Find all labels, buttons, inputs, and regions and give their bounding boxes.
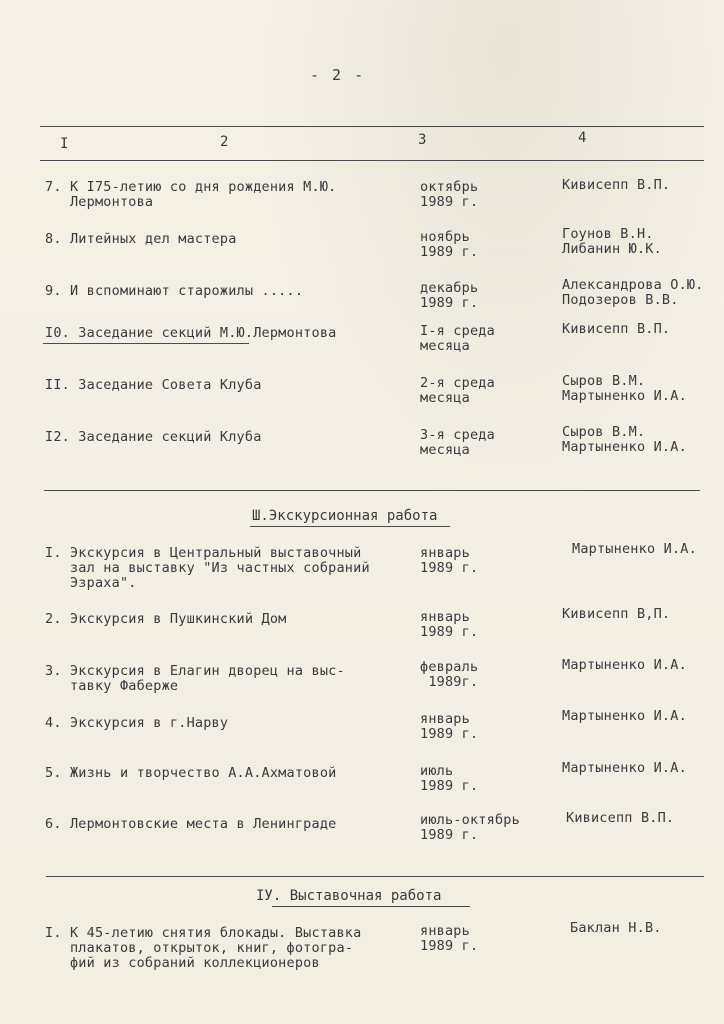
event-cell: 8. Литейных дел мастера (45, 231, 237, 247)
event-cell: I2. Заседание секций Клуба (45, 429, 262, 445)
section-title-underline (250, 526, 450, 527)
responsible-cell: Мартыненко И.А. (572, 541, 697, 557)
underline-mark (43, 343, 249, 344)
date-cell: октябрь 1989 г. (420, 179, 479, 210)
responsible-cell: Кивисепп В.П. (566, 810, 675, 826)
responsible-cell: Кивисепп В.П. (562, 177, 671, 193)
section-title-excursions: Ш.Экскурсионная работа (252, 508, 438, 524)
date-cell: январь 1989 г. (420, 923, 479, 954)
responsible-cell: Сыров В.М. Мартыненко И.А. (562, 373, 687, 404)
column-header-2: 2 (220, 134, 229, 150)
event-cell: I. Экскурсия в Центральный выставочный зал на выставку "Из частных собраний Эзраха". (45, 545, 370, 591)
event-cell: I0. Заседание секций М.Ю.Лермонтова (45, 325, 337, 341)
responsible-cell: Кивисепп В.П. (562, 321, 671, 337)
responsible-cell: Мартыненко И.А. (562, 657, 687, 673)
responsible-cell: Александрова О.Ю. Подозеров В.В. (562, 277, 704, 308)
event-cell: 9. И вспоминают старожилы ..... (45, 283, 304, 299)
event-cell: 6. Лермонтовские места в Ленинграде (45, 816, 337, 832)
date-cell: 3-я среда месяца (420, 427, 495, 458)
date-cell: I-я среда месяца (420, 323, 495, 354)
event-cell: 3. Экскурсия в Елагин дворец на выс- тавку Фаберже (45, 663, 345, 694)
section-divider (44, 490, 700, 491)
page-number: - 2 - (310, 66, 366, 84)
date-cell: июль 1989 г. (420, 763, 479, 794)
column-header-1: I (60, 136, 69, 152)
responsible-cell: Сыров В.М. Мартыненко И.А. (562, 424, 687, 455)
date-cell: декабрь 1989 г. (420, 280, 479, 311)
responsible-cell: Мартыненко И.А. (562, 708, 687, 724)
event-cell: II. Заседание Совета Клуба (45, 377, 262, 393)
date-cell: февраль 1989г. (420, 659, 479, 690)
date-cell: январь 1989 г. (420, 545, 479, 576)
date-cell: январь 1989 г. (420, 609, 479, 640)
responsible-cell: Баклан Н.В. (570, 920, 662, 936)
section-title-underline (272, 906, 470, 907)
event-cell: 7. К I75-летию со дня рождения М.Ю. Лермонтова (45, 179, 337, 210)
column-header-3: 3 (418, 132, 427, 148)
column-header-4: 4 (578, 130, 587, 146)
responsible-cell: Кивисепп В,П. (562, 606, 671, 622)
responsible-cell: Гоунов В.Н. Либанин Ю.К. (562, 226, 662, 257)
date-cell: ноябрь 1989 г. (420, 229, 479, 260)
event-cell: 5. Жизнь и творчество А.А.Ахматовой (45, 765, 337, 781)
section-title-exhibitions: IУ. Выставочная работа (256, 888, 442, 904)
event-cell: I. К 45-летию снятия блокады. Выставка плакатов, открыток, книг, фотогра- фий из собраний коллекционеров (45, 925, 362, 971)
table-top-rule (40, 126, 704, 127)
section-divider (46, 876, 704, 877)
table-header-rule (40, 160, 704, 161)
date-cell: январь 1989 г. (420, 711, 479, 742)
responsible-cell: Мартыненко И.А. (562, 760, 687, 776)
date-cell: 2-я среда месяца (420, 375, 495, 406)
event-cell: 2. Экскурсия в Пушкинский Дом (45, 611, 287, 627)
event-cell: 4. Экскурсия в г.Нарву (45, 715, 229, 731)
date-cell: июль-октябрь 1989 г. (420, 812, 520, 843)
